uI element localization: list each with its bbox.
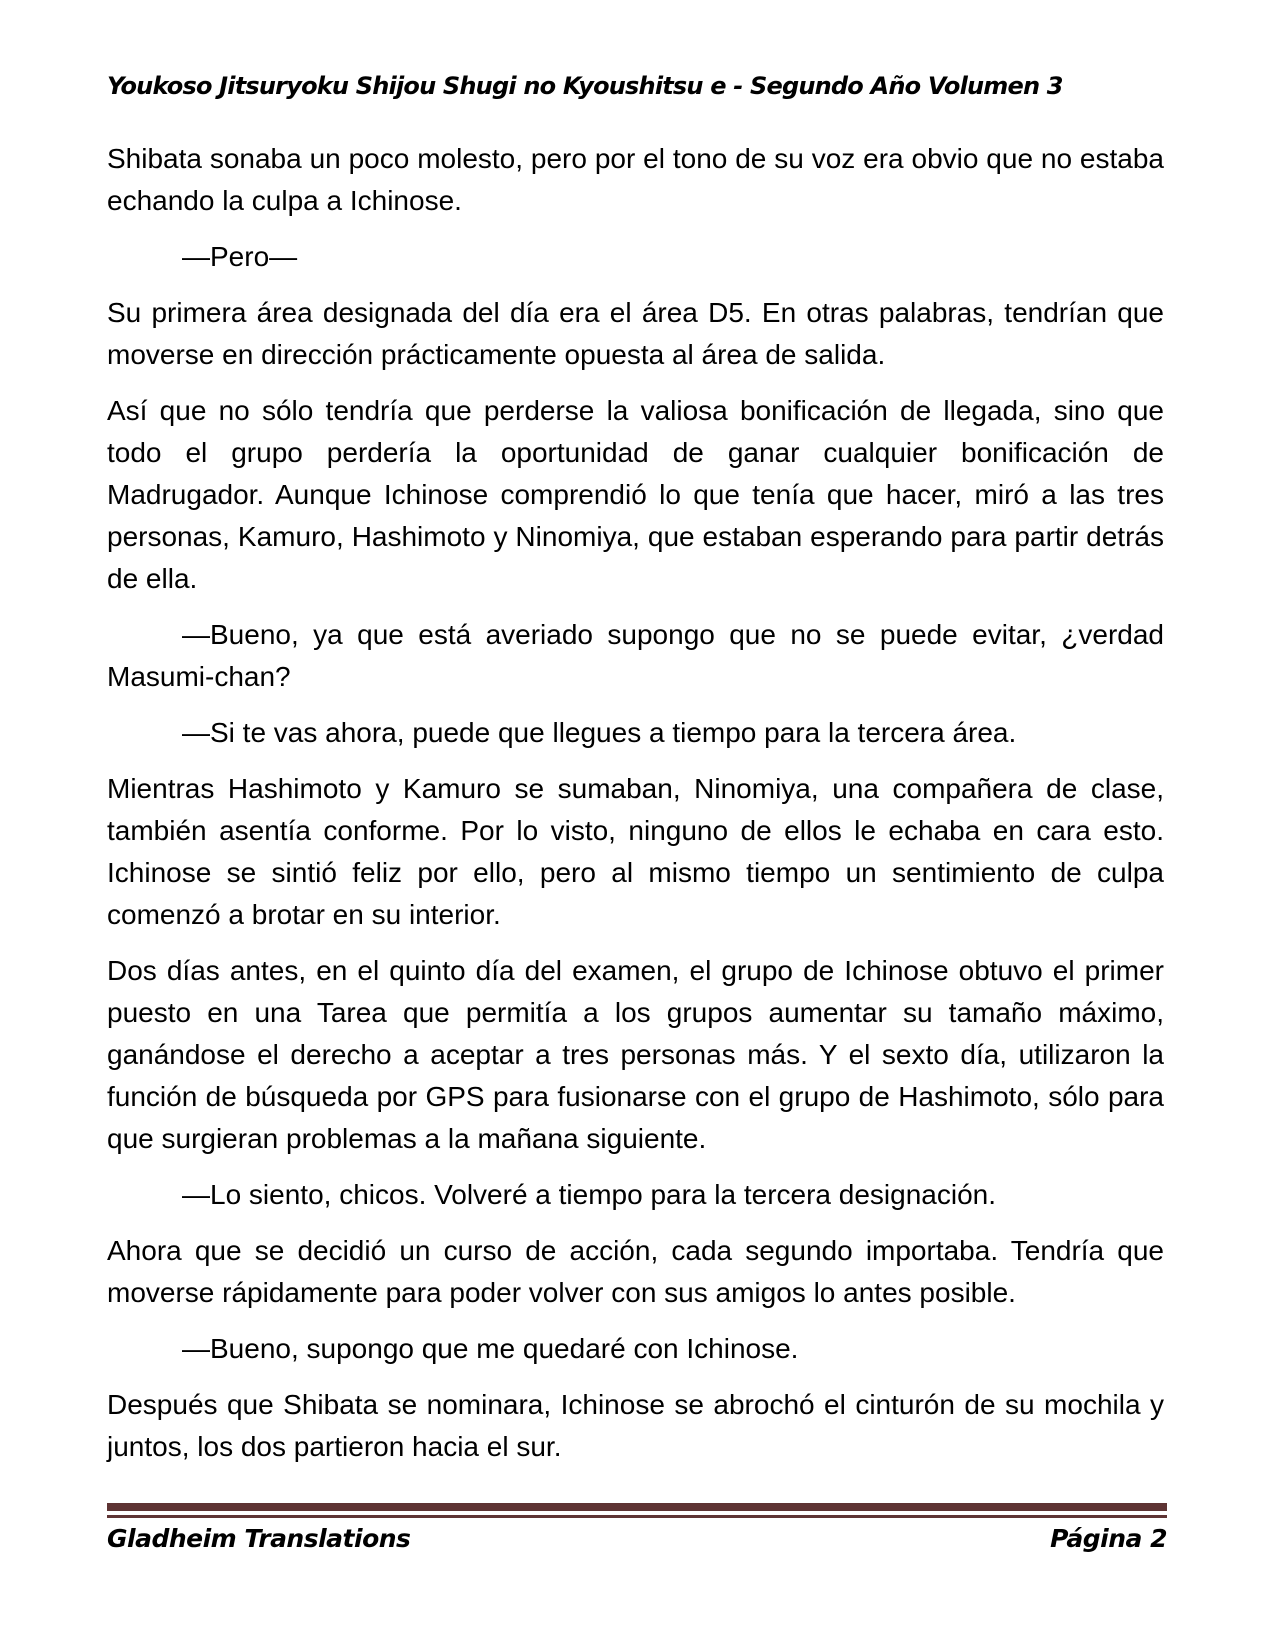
- dialogue-paragraph: —Lo siento, chicos. Volveré a tiempo para la tercera designación.: [182, 1179, 997, 1210]
- document-body: [107, 138, 1164, 1482]
- footer-rule-thick: [107, 1503, 1167, 1511]
- dialogue-paragraph: —Si te vas ahora, puede que llegues a tiempo para la tercera área.: [182, 717, 1017, 748]
- body-paragraph: Su primera área designada del día era el área D5. En otras palabras, tendrían que moverse en dirección prácticamente opuesta al área de salida.: [107, 297, 1164, 370]
- body-paragraph: Después que Shibata se nominara, Ichinose se abrochó el cinturón de su mochila y juntos, los dos partieron hacia el sur.: [107, 1389, 1164, 1462]
- dialogue-paragraph: —Bueno, supongo que me quedaré con Ichinose.: [182, 1333, 799, 1364]
- dialogue-paragraph: —Pero—: [182, 241, 298, 272]
- footer-text-row: [107, 1524, 1167, 1553]
- footer-page-number: Página 2: [1050, 1524, 1167, 1553]
- dialogue-paragraph: —Bueno, ya que está averiado supongo que no se puede evitar, ¿verdad Masumi-chan?: [107, 619, 1164, 692]
- page-footer: [107, 1503, 1167, 1553]
- body-paragraph: Shibata sonaba un poco molesto, pero por el tono de su voz era obvio que no estaba echando la culpa a Ichinose.: [107, 143, 1164, 216]
- body-paragraph: Mientras Hashimoto y Kamuro se sumaban, Ninomiya, una compañera de clase, también asentía conforme. Por lo visto, ninguno de ellos le echaba en cara esto. Ichinose se sintió feliz por ello, pero al mismo tiempo un sentimiento de culpa comenzó a brotar en su interior.: [107, 773, 1164, 930]
- footer-translator-credit: Gladheim Translations: [107, 1524, 411, 1553]
- body-paragraph: Así que no sólo tendría que perderse la valiosa bonificación de llegada, sino que todo el grupo perdería la oportunidad de ganar cualquier bonificación de Madrugador. Aunque Ichinose comprendió lo que tenía que hacer, miró a las tres personas, Kamuro, Hashimoto y Ninomiya, que estaban esperando para partir detrás de ella.: [107, 395, 1164, 594]
- header-title: Youkoso Jitsuryoku Shijou Shugi no Kyoushitsu e - Segundo Año Volumen 3: [107, 72, 1063, 100]
- footer-rule-thin: [107, 1515, 1167, 1518]
- body-paragraph: Dos días antes, en el quinto día del examen, el grupo de Ichinose obtuvo el primer puesto en una Tarea que permitía a los grupos aumentar su tamaño máximo, ganándose el derecho a aceptar a tres personas más. Y el sexto día, utilizaron la función de búsqueda por GPS para fusionarse con el grupo de Hashimoto, sólo para que surgieran problemas a la mañana siguiente.: [107, 955, 1164, 1154]
- body-paragraph: Ahora que se decidió un curso de acción, cada segundo importaba. Tendría que moverse rápidamente para poder volver con sus amigos lo antes posible.: [107, 1235, 1164, 1308]
- page-header: [107, 72, 1165, 100]
- footer-rule: [107, 1503, 1167, 1518]
